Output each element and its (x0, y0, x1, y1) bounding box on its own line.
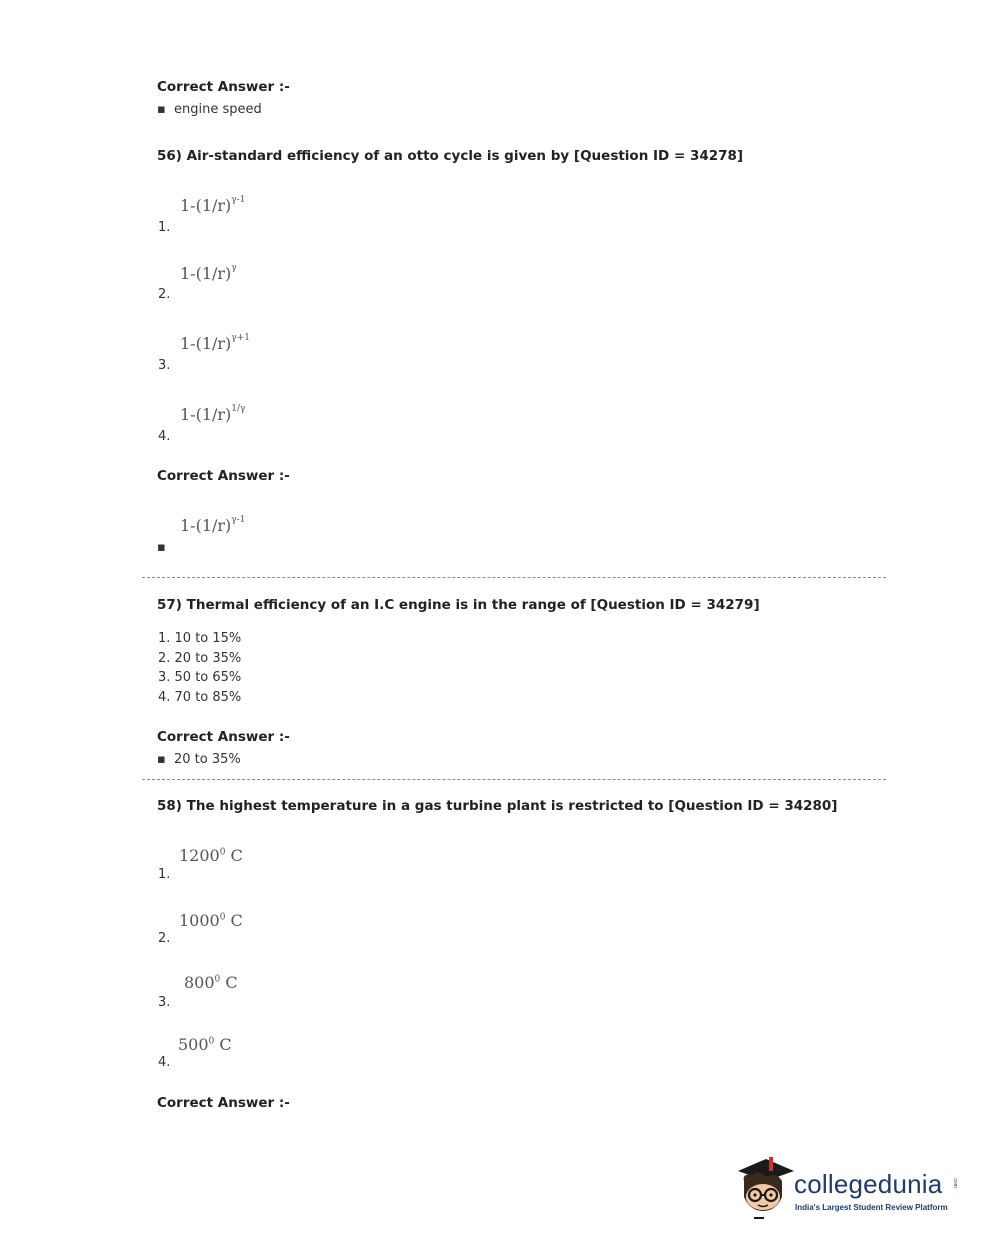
q57-option-3: 3. 50 to 65% (158, 670, 242, 685)
q56-option-1-formula: $1-(1/r)^{\gamma-1}$ (180, 194, 246, 215)
q58-option-4-value: $500^0$ C (178, 1035, 232, 1054)
q56-option-4-formula: $1-(1/r)^{1/\gamma}$ (180, 403, 246, 424)
q58-option-1-value: 1200$^0$ C (179, 846, 243, 865)
q56-option-2-number: 2. (158, 287, 171, 302)
collegedunia-logo (736, 1153, 966, 1225)
divider (142, 779, 886, 780)
correct-answer-value: engine speed (174, 102, 262, 117)
q58-option-1-number: 1. (158, 867, 171, 882)
q57-option-1: 1. 10 to 15% (158, 631, 242, 646)
question-57: 57) Thermal efficiency of an I.C engine is in the range of [Question ID = 34279] (157, 597, 760, 613)
q57-options (158, 629, 241, 707)
divider (142, 577, 886, 578)
q57-correct-answer-label: Correct Answer :- (157, 729, 290, 745)
q57-option-2: 2. 20 to 35% (158, 650, 242, 666)
q56-option-3-number: 3. (158, 358, 171, 373)
q56-answer-bullet: ▪ (157, 540, 166, 555)
q58-option-2-value: 1000$^0$ C (179, 911, 243, 930)
q56-correct-answer-formula: $1-(1/r)^{\gamma-1}$ (180, 514, 246, 535)
brand-tagline: India's Largest Student Review Platform (795, 1203, 948, 1212)
q57-correct-answer-value: 20 to 35% (174, 752, 241, 767)
q56-option-1-number: 1. (158, 220, 171, 235)
q56-correct-answer-label: Correct Answer :- (157, 468, 290, 484)
answer-bullet: ▪ (157, 102, 166, 117)
q58-option-2-number: 2. (158, 931, 171, 946)
question-56: 56) Air-standard efficiency of an otto cycle is given by [Question ID = 34278] (157, 148, 744, 164)
q56-option-2-formula: $1-(1/r)^\gamma$ (180, 262, 237, 283)
q58-option-3-value: $800^0$ C (184, 973, 238, 992)
brand-name: collegedunia (794, 1169, 943, 1199)
q57-option-4: 4. 70 to 85% (158, 689, 242, 705)
q58-option-3-number: 3. (158, 995, 171, 1010)
brand-suffix: .com (952, 1177, 958, 1188)
correct-answer-label: Correct Answer :- (157, 79, 290, 95)
q57-answer-bullet: ▪ (157, 752, 166, 767)
q56-option-3-formula: $1-(1/r)^{\gamma+1}$ (180, 332, 250, 353)
question-58: 58) The highest temperature in a gas turbine plant is restricted to [Question ID = 34280] (157, 798, 838, 814)
mascot-icon (736, 1153, 794, 1223)
q58-option-4-number: 4. (158, 1055, 171, 1070)
q58-correct-answer-label: Correct Answer :- (157, 1095, 290, 1111)
q56-option-4-number: 4. (158, 429, 171, 444)
